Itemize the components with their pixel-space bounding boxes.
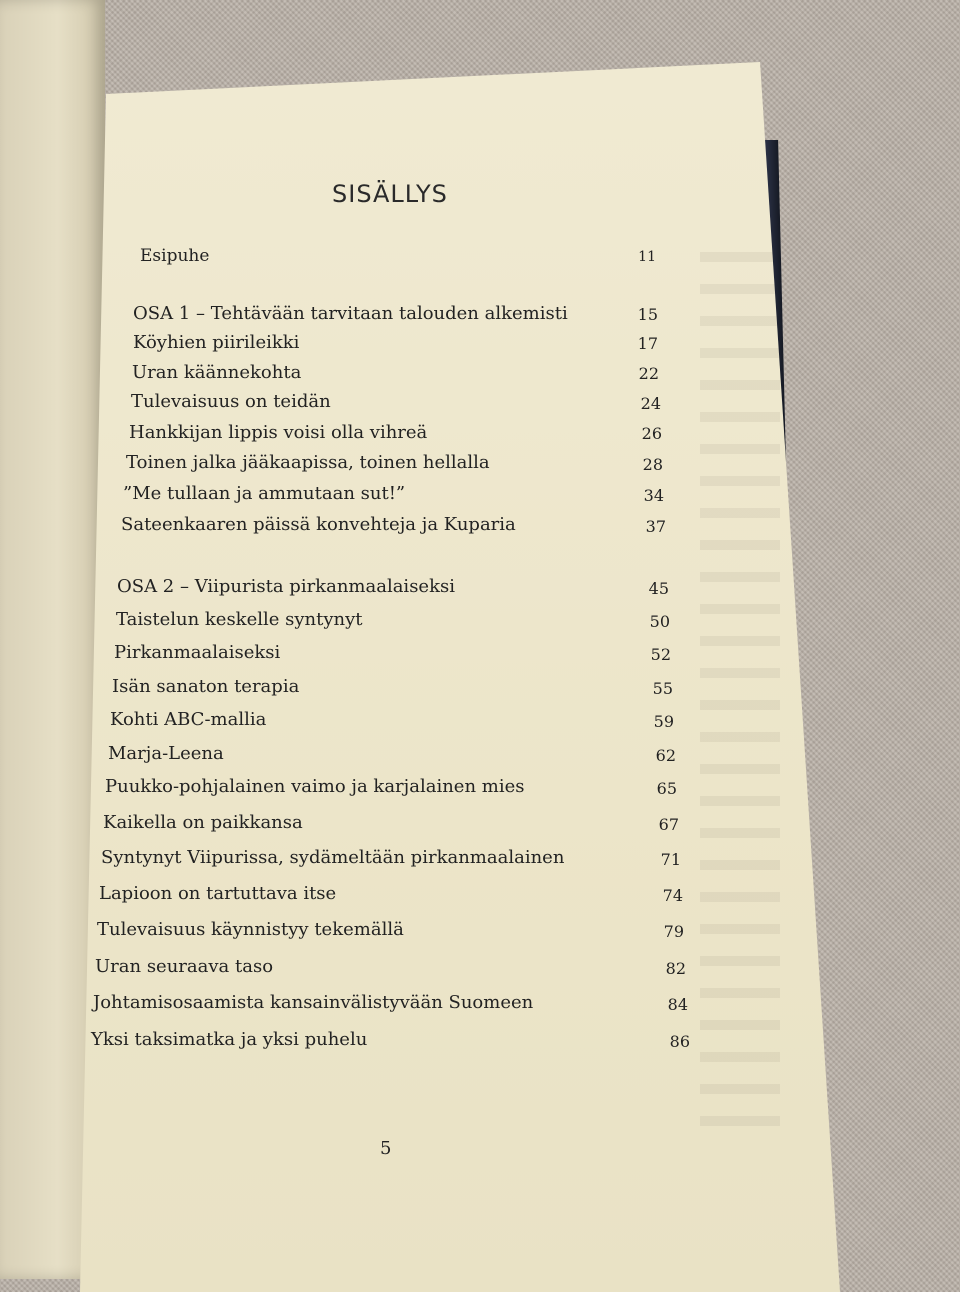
toc-item-page: 22 bbox=[638, 364, 659, 383]
toc-item-page: 37 bbox=[645, 517, 666, 536]
toc-item-label: Tulevaisuus on teidän bbox=[131, 391, 331, 412]
toc-item-label: Toinen jalka jääkaapissa, toinen hellalla bbox=[126, 452, 490, 473]
toc-item-label: Tulevaisuus käynnistyy tekemällä bbox=[97, 919, 404, 940]
show-through-text bbox=[700, 252, 780, 1132]
toc-item-label: Kohti ABC-mallia bbox=[110, 709, 267, 730]
toc-item-page: 79 bbox=[663, 922, 684, 941]
toc-item-label: Uran seuraava taso bbox=[95, 956, 274, 977]
toc-item-label: Isän sanaton terapia bbox=[112, 676, 300, 697]
toc-item-label: Syntynyt Viipurissa, sydämeltään pirkanmaalainen bbox=[101, 847, 565, 868]
toc-item-label: Köyhien piirileikki bbox=[133, 332, 300, 353]
toc-item-label: Uran käännekohta bbox=[132, 362, 302, 383]
toc-item-label: Johtamisosaamista kansainvälistyvään Suomeen bbox=[93, 992, 534, 1013]
toc-item-label: Marja-Leena bbox=[108, 743, 224, 764]
toc-item-page: 71 bbox=[660, 850, 681, 869]
toc-item-label: Puukko-pohjalainen vaimo ja karjalainen mies bbox=[105, 776, 525, 797]
toc-item-page: 67 bbox=[658, 815, 679, 834]
toc-item-page: 17 bbox=[637, 334, 658, 353]
toc-item-page: 74 bbox=[662, 886, 683, 905]
toc-item-label: Hankkijan lippis voisi olla vihreä bbox=[129, 422, 428, 443]
toc-item-page: 50 bbox=[649, 612, 670, 631]
toc-item-page: 52 bbox=[650, 645, 671, 664]
toc-item-label: Lapioon on tartuttava itse bbox=[99, 883, 337, 904]
toc-item-page: 34 bbox=[643, 486, 664, 505]
toc-item-page: 55 bbox=[652, 679, 673, 698]
toc-item-label: Esipuhe bbox=[140, 246, 210, 266]
toc-item-page: 84 bbox=[667, 995, 688, 1014]
toc-item-page: 15 bbox=[637, 305, 658, 324]
toc-item-page: 11 bbox=[638, 249, 656, 265]
toc-item-label: Kaikella on paikkansa bbox=[103, 812, 303, 833]
toc-item-label: Sateenkaaren päissä konvehteja ja Kuparia bbox=[121, 514, 516, 535]
toc-section-label: OSA 2 – Viipurista pirkanmaalaiseksi bbox=[117, 576, 455, 597]
page-title: SISÄLLYS bbox=[332, 180, 448, 208]
toc-item-page: 86 bbox=[669, 1032, 690, 1051]
toc-item-label: Pirkanmaalaiseksi bbox=[114, 642, 281, 663]
toc-item-page: 26 bbox=[641, 424, 662, 443]
toc-item-page: 28 bbox=[642, 455, 663, 474]
toc-item-label: Yksi taksimatka ja yksi puhelu bbox=[91, 1029, 368, 1050]
page-number: 5 bbox=[380, 1138, 392, 1159]
toc-item-label: Taistelun keskelle syntynyt bbox=[116, 609, 363, 630]
toc-item-page: 59 bbox=[653, 712, 674, 731]
toc-item-page: 82 bbox=[665, 959, 686, 978]
toc-item-label: ”Me tullaan ja ammutaan sut!” bbox=[123, 483, 406, 504]
toc-section-label: OSA 1 – Tehtävään tarvitaan talouden alkemisti bbox=[133, 303, 568, 324]
toc-item-page: 24 bbox=[640, 394, 661, 413]
toc-item-page: 62 bbox=[655, 746, 676, 765]
toc-item-page: 65 bbox=[656, 779, 677, 798]
toc-item-page: 45 bbox=[648, 579, 669, 598]
